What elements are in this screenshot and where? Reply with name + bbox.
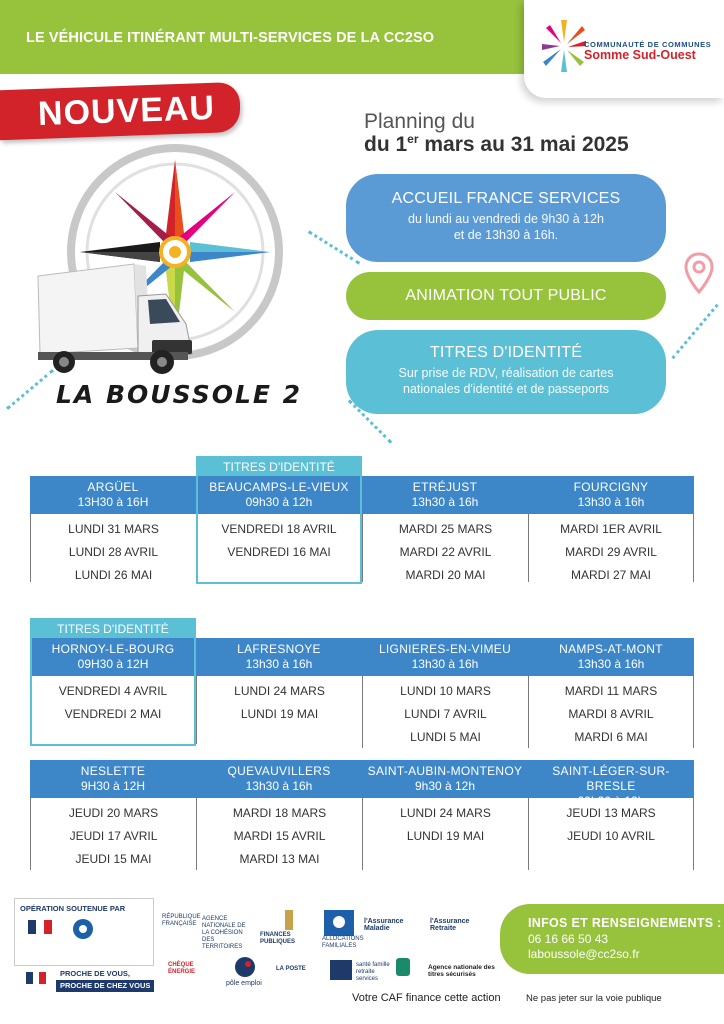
caf-logo-label: ALLOCATIONS FAMILIALES: [322, 936, 364, 949]
cheque-energie-logo: CHÈQUE ÉNERGIE: [168, 962, 196, 975]
dotted-line: [671, 304, 718, 360]
pole-emploi-logo: pôle emploi: [226, 980, 262, 987]
schedule-column: ETRÉJUST 13h30 à 16h MARDI 25 MARS MARDI 22 AVRIL MARDI 20 MAI: [362, 476, 528, 582]
titres-tag: TITRES D'IDENTITÉ: [30, 618, 196, 638]
schedule-column: LIGNIERES-EN-VIMEU 13h30 à 16h LUNDI 10 MARS LUNDI 7 AVRIL LUNDI 5 MAI: [362, 638, 528, 748]
dont-throw-text: Ne pas jeter sur la voie publique: [526, 993, 662, 1004]
service-titres: TITRES D'IDENTITÉ Sur prise de RDV, réalisation de cartes nationales d'identité et de passeports: [346, 330, 666, 414]
msa-logo: santé famille retraite services: [356, 962, 390, 982]
schedule-column: FOURCIGNY 13h30 à 16h MARDI 1ER AVRIL MARDI 29 AVRIL MARDI 27 MAI: [528, 476, 694, 582]
sponsor-heading: OPÉRATION SOUTENUE PAR: [20, 904, 126, 913]
schedule-column: QUEVAUVILLERS 13h30 à 16h MARDI 18 MARS MARDI 15 AVRIL MARDI 13 MAI: [196, 760, 362, 870]
phone-number: 06 16 66 50 43: [528, 932, 609, 946]
logo-line1: COMMUNAUTÉ DE COMMUNES: [584, 40, 712, 49]
schedule-column: SAINT-LÉGER-SUR-BRESLE 09h30 à 12h JEUDI 13 MARS JEUDI 10 AVRIL: [528, 760, 694, 870]
dgfip-emblem-icon: [280, 910, 298, 930]
info-box: INFOS ET RENSEIGNEMENTS : 06 16 66 50 43 laboussole@cc2so.fr: [500, 904, 724, 974]
ants-icon: [396, 958, 410, 976]
assurance-retraite-logo: l'Assurance Retraite: [430, 918, 470, 932]
schedule-column: ARGÜEL 13H30 à 16H LUNDI 31 MARS LUNDI 28 AVRIL LUNDI 26 MAI: [30, 476, 196, 582]
service-animation: ANIMATION TOUT PUBLIC: [346, 272, 666, 320]
logo-line2: Somme Sud-Ouest: [584, 48, 696, 62]
schedule-column: NESLETTE 9H30 à 12H JEUDI 20 MARS JEUDI 17 AVRIL JEUDI 15 MAI: [30, 760, 196, 870]
schedule-column: LAFRESNOYE 13h30 à 16h LUNDI 24 MARS LUNDI 19 MAI: [196, 638, 362, 744]
proche-de-vous: PROCHE DE VOUS, PROCHE DE CHEZ VOUS: [56, 968, 154, 992]
msa-icon: [330, 960, 352, 980]
planning-dates: du 1er mars au 31 mai 2025: [364, 132, 629, 156]
anct-logo: AGENCE NATIONALE DE LA COHÉSION DES TERRITOIRES: [202, 916, 246, 950]
planning-label: Planning du: [364, 110, 475, 133]
france-services-icon: [26, 972, 46, 984]
schedule-column: TITRES D'IDENTITÉ HORNOY-LE-BOURG 09H30 à 12H VENDREDI 4 AVRIL VENDREDI 2 MAI: [30, 618, 196, 746]
caf-finance-text: Votre CAF finance cette action: [352, 992, 501, 1004]
marianne-flag-icon: [28, 920, 52, 934]
assurance-maladie-logo: l'Assurance Maladie: [364, 918, 404, 932]
schedule-column: NAMPS-AT-MONT 13h30 à 16h MARDI 11 MARS MARDI 8 AVRIL MARDI 6 MAI: [528, 638, 694, 748]
nouveau-label: NOUVEAU: [37, 88, 216, 134]
titres-tag: TITRES D'IDENTITÉ: [196, 456, 362, 476]
republique-logo: RÉPUBLIQUE FRANÇAISE: [162, 914, 201, 927]
sun-logo-icon: [542, 14, 586, 76]
dgfip-logo: FINANCES PUBLIQUES: [260, 932, 296, 945]
brand-name: LA BOUSSOLE 2: [56, 380, 303, 409]
page-title: LE VÉHICULE ITINÉRANT MULTI-SERVICES DE LA CC2SO: [26, 30, 435, 46]
dotted-line: [6, 369, 54, 410]
caf-icon: [324, 910, 354, 936]
pole-emploi-icon: [234, 956, 256, 978]
la-poste-logo: LA POSTE: [276, 966, 306, 972]
schedule-column: SAINT-AUBIN-MONTENOY 9h30 à 12h LUNDI 24 MARS LUNDI 19 MAI: [362, 760, 528, 870]
map-pin-icon: [684, 252, 714, 300]
ants-logo: Agence nationale des titres sécurisés: [428, 964, 495, 978]
truck-icon: [34, 262, 200, 378]
email-address[interactable]: laboussole@cc2so.fr: [528, 947, 640, 961]
caf-logo-icon: [72, 918, 94, 940]
schedule-column: TITRES D'IDENTITÉ BEAUCAMPS-LE-VIEUX 09h30 à 12h VENDREDI 18 AVRIL VENDREDI 16 MAI: [196, 456, 362, 584]
service-accueil: ACCUEIL FRANCE SERVICES du lundi au vendredi de 9h30 à 12h et de 13h30 à 16h.: [346, 174, 666, 262]
